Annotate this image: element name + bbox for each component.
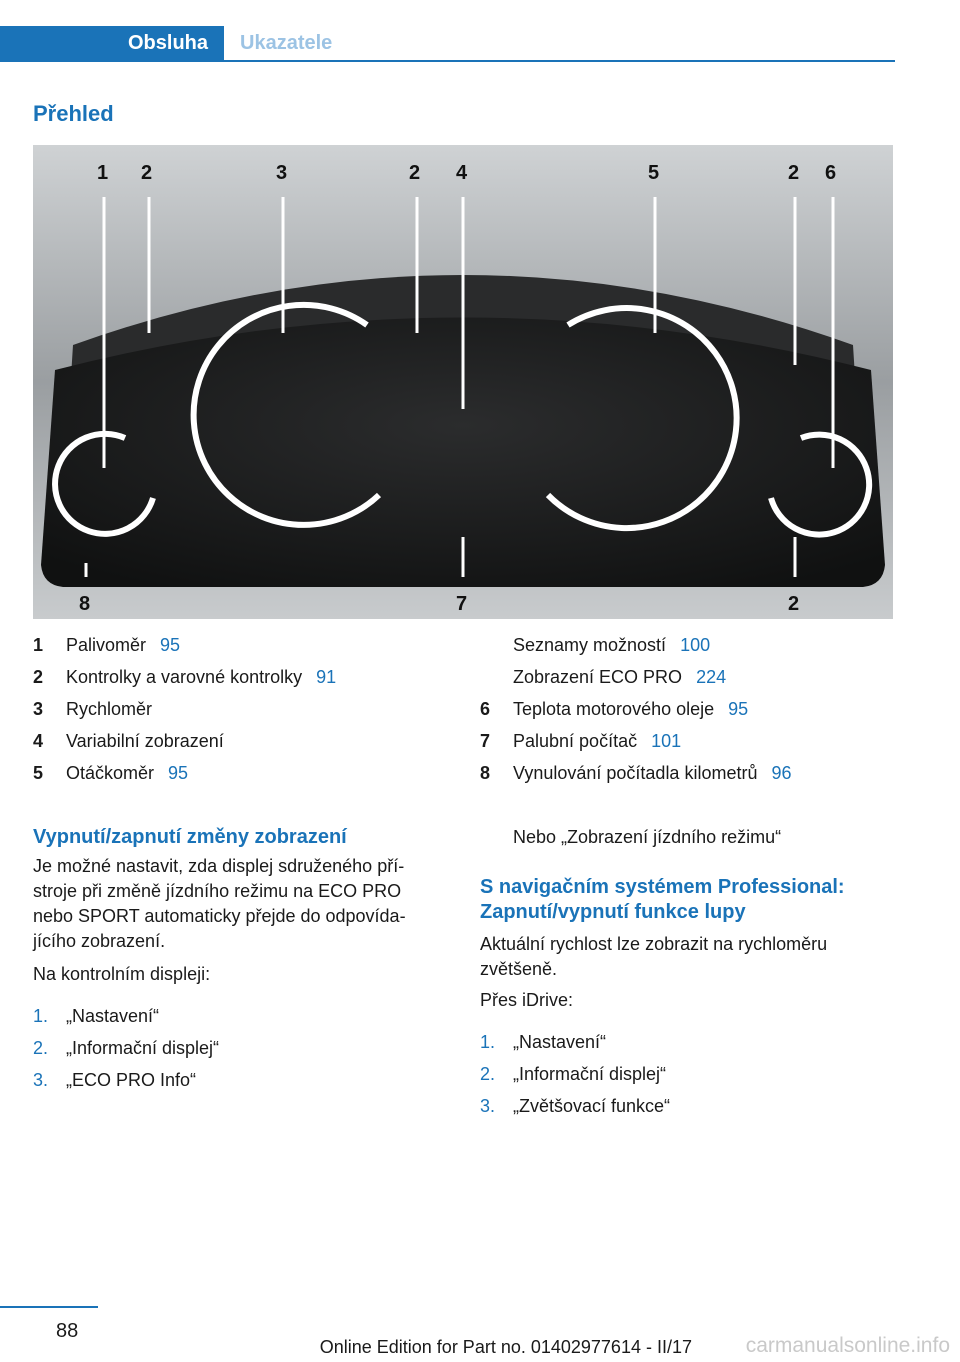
paragraph-line: zvětšeně. (480, 959, 558, 979)
legend-num: 1 (33, 635, 44, 655)
legend-num: 8 (480, 763, 491, 783)
page-ref-link[interactable]: 96 (771, 763, 792, 783)
step-text: „Informační displej“ (66, 1038, 220, 1058)
legend-num: 2 (33, 667, 44, 687)
legend-text: Vynulování počítadla kilometrů (513, 763, 758, 783)
legend-num: 4 (33, 731, 44, 751)
callout-label: 2 (409, 162, 421, 184)
paragraph-line: jícího zobrazení. (33, 931, 166, 951)
legend-item (480, 725, 895, 757)
legend-right (480, 629, 895, 789)
callout-label: 2 (788, 162, 800, 184)
legend-item (480, 661, 895, 693)
steps-list-right (480, 1026, 900, 1122)
legend-item (480, 693, 895, 725)
callout-label: 5 (648, 162, 660, 184)
step-text: „Zvětšovací funkce“ (513, 1096, 671, 1116)
step-number: 1. (33, 1006, 49, 1026)
callout-label: 2 (788, 593, 800, 615)
instrument-cluster-svg (33, 145, 893, 619)
callout-label: 3 (276, 162, 288, 184)
step-item (33, 1032, 453, 1064)
legend-text: Kontrolky a varovné kontrolky (66, 667, 303, 687)
step-number: 3. (33, 1070, 49, 1090)
legend-item (33, 757, 443, 789)
legend-text: Zobrazení ECO PRO (513, 667, 683, 687)
section-intro: Na kontrolním displeji: (33, 964, 211, 984)
page-ref-link[interactable]: 101 (651, 731, 682, 751)
legend-item (33, 661, 443, 693)
paragraph-line: stroje při změně jízdního režimu na ECO PRO (33, 881, 402, 901)
legend-num: 6 (480, 699, 491, 719)
step-item (480, 1058, 900, 1090)
instrument-cluster-figure (33, 145, 893, 619)
legend-left (33, 629, 443, 789)
legend-text: Seznamy možností (513, 635, 667, 655)
step-number: 1. (480, 1032, 496, 1052)
page-ref-link[interactable]: 95 (728, 699, 749, 719)
watermark: carmanualsonline.info (745, 1334, 950, 1357)
section-heading-display-switch: Vypnutí/zapnutí změny zobrazení (33, 826, 347, 848)
callout-label: 6 (825, 162, 837, 184)
legend-item (33, 725, 443, 757)
legend-item (33, 629, 443, 661)
step-text: „ECO PRO Info“ (66, 1070, 197, 1090)
heading-line: Zapnutí/vypnutí funkce lupy (480, 901, 746, 923)
legend-num: 3 (33, 699, 44, 719)
legend-item (33, 693, 443, 725)
step-number: 2. (480, 1064, 496, 1084)
page-ref-link[interactable]: 95 (160, 635, 181, 655)
heading-line: S navigačním systémem Professional: (480, 876, 845, 898)
tab-ukazatele[interactable]: Ukazatele (240, 32, 333, 54)
legend-text: Teplota motorového oleje (513, 699, 715, 719)
paragraph-line: Aktuální rychlost lze zobrazit na rychloměru (480, 934, 828, 954)
section-heading-zoom (480, 875, 900, 925)
step-number: 2. (33, 1038, 49, 1058)
step-item (480, 1026, 900, 1058)
legend-text: Palubní počítač (513, 731, 638, 751)
page-ref-link[interactable]: 91 (316, 667, 337, 687)
page-ref-link[interactable]: 100 (680, 635, 711, 655)
footer-rule (0, 1306, 98, 1308)
page-ref-link[interactable]: 224 (696, 667, 727, 687)
tab-obsluha[interactable]: Obsluha (0, 26, 224, 60)
paragraph-line: nebo SPORT automaticky přejde do odpovída- (33, 906, 406, 926)
header-tabs (0, 26, 895, 62)
callout-label: 1 (97, 162, 109, 184)
callout-label: 2 (141, 162, 153, 184)
callout-label: 8 (79, 593, 91, 615)
step-item (33, 1000, 453, 1032)
steps-list-left (33, 1000, 453, 1096)
legend-text: Rychloměr (66, 699, 153, 719)
legend-item (480, 629, 895, 661)
step-text: „Informační displej“ (513, 1064, 667, 1084)
edition-note: Online Edition for Part no. 01402977614 - II/17 (319, 1337, 692, 1357)
step-number: 3. (480, 1096, 496, 1116)
section-title: Přehled (33, 101, 114, 126)
legend-text: Palivoměr (66, 635, 147, 655)
or-note: Nebo „Zobrazení jízdního režimu“ (513, 827, 782, 847)
page-ref-link[interactable]: 95 (168, 763, 189, 783)
callout-label: 4 (456, 162, 468, 184)
legend-num: 7 (480, 731, 491, 751)
section-paragraph (480, 932, 900, 982)
page-number: 88 (56, 1320, 79, 1342)
legend-num: 5 (33, 763, 44, 783)
step-item (480, 1090, 900, 1122)
legend-text: Variabilní zobrazení (66, 731, 224, 751)
step-text: „Nastavení“ (66, 1006, 160, 1026)
section-paragraph (33, 854, 453, 954)
section-intro: Přes iDrive: (480, 990, 574, 1010)
legend-text: Otáčkoměr (66, 763, 155, 783)
step-text: „Nastavení“ (513, 1032, 607, 1052)
legend-item (480, 757, 895, 789)
callout-label: 7 (456, 593, 468, 615)
paragraph-line: Je možné nastavit, zda displej sdruženého pří- (33, 856, 405, 876)
step-item (33, 1064, 453, 1096)
